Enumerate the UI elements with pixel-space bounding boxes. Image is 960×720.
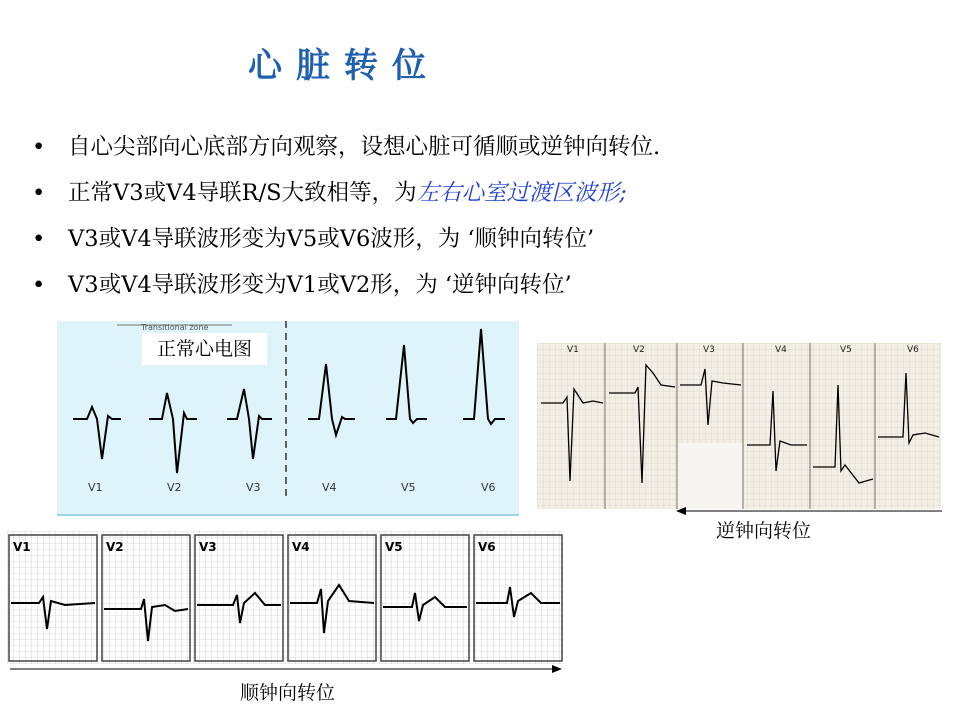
- lead-label: V1: [88, 481, 103, 494]
- bullet-dot-icon: •: [32, 272, 46, 298]
- arrow-left-icon: [676, 507, 686, 515]
- lead-label: V1: [567, 345, 579, 355]
- lead-label: V6: [481, 481, 496, 494]
- lead-label: V2: [167, 481, 182, 494]
- bullet-text: V3或V4导联波形变为V1或V2形，为 ‘逆钟向转位’: [68, 272, 572, 298]
- lead-label: V3: [199, 540, 217, 554]
- lead-label: V2: [106, 540, 124, 554]
- clockwise-label: 顺钟向转位: [240, 682, 336, 704]
- lead-label: V4: [775, 345, 787, 355]
- slide-title: 心脏转位: [248, 46, 440, 86]
- lead-label: V6: [478, 540, 496, 554]
- lead-label: V5: [840, 345, 852, 355]
- arrow-right-icon: [552, 665, 562, 673]
- bullet-dot-icon: •: [32, 134, 46, 160]
- lead-label: V3: [703, 345, 715, 355]
- lead-label: V6: [907, 345, 919, 355]
- normal-ecg-caption: 正常心电图: [142, 333, 267, 365]
- lead-label: V3: [246, 481, 261, 494]
- lead-label: V2: [633, 345, 645, 355]
- lead-label: V5: [385, 540, 403, 554]
- lead-label: V4: [322, 481, 337, 494]
- counterclockwise-label: 逆钟向转位: [716, 520, 812, 542]
- bullet-highlight: 左右心室过渡区波形;: [416, 180, 627, 206]
- lead-label: V4: [292, 540, 310, 554]
- bullet-text: 正常V3或V4导联R/S大致相等，为: [68, 180, 417, 206]
- lead-label: V5: [401, 481, 416, 494]
- lead-label: V1: [13, 540, 31, 554]
- bullet-text: V3或V4导联波形变为V5或V6波形，为 ‘顺钟向转位’: [68, 226, 595, 252]
- bullet-dot-icon: •: [32, 180, 46, 206]
- bullet-dot-icon: •: [32, 226, 46, 252]
- transitional-zone-header: Transitional zone: [141, 323, 209, 332]
- bullet-text: 自心尖部向心底部方向观察，设想心脏可循顺或逆钟向转位.: [68, 134, 661, 160]
